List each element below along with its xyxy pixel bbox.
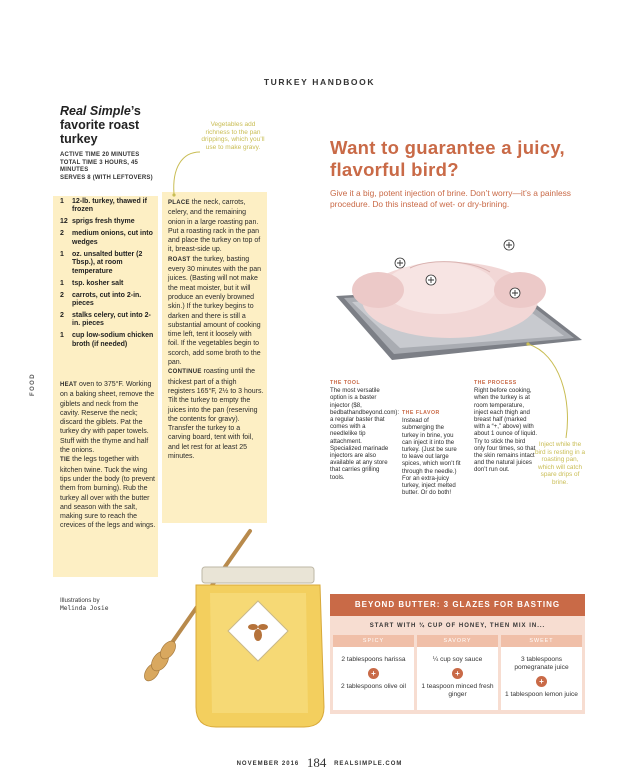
vegetable-note: Vegetables add richness to the pan drippings, which you’ll use to make gravy. xyxy=(201,121,265,151)
footer-issue: NOVEMBER 2016 xyxy=(236,761,300,767)
flavor-text: Instead of submerging the turkey in brine, you can inject it into the turkey. (Just be sure to leave out large spices, which won’t fit through the needle.) For an extra-juicy turkey, inject melted butter. Or do both! xyxy=(402,417,461,497)
ingredient-qty: 1 xyxy=(60,250,64,258)
ingredient-item xyxy=(60,198,155,215)
feature-headline: Want to guarantee a juicy, flavorful bird? xyxy=(330,137,565,180)
ingredient-qty: 2 xyxy=(60,230,64,238)
step-heat xyxy=(60,380,156,455)
total-time: TOTAL TIME 3 HOURS, 45 MINUTES xyxy=(60,159,139,173)
step-roast xyxy=(168,255,264,368)
glaze-column-spicy xyxy=(333,635,414,710)
serves: SERVES 8 (WITH LEFTOVERS) xyxy=(60,174,153,181)
page-number: 184 xyxy=(306,755,327,770)
ingredient-text: medium onions, cut into wedges xyxy=(72,230,153,246)
glaze-name: SAVORY xyxy=(417,635,498,647)
glazes-banner: BEYOND BUTTER: 3 GLAZES FOR BASTING xyxy=(330,594,585,616)
ingredient-item xyxy=(60,332,155,349)
feature-deck: Give it a big, potent injection of brine. Don’t worry—it’s a painless procedure. Do this instead of wet- or dry-brining. xyxy=(330,188,571,210)
steps-left xyxy=(60,380,156,531)
ingredient-item xyxy=(60,251,155,276)
step-lead: ROAST xyxy=(168,256,191,263)
inject-note-arrow xyxy=(520,340,580,440)
process-text: Right before cooking, when the turkey is at room temperature, inject each thigh and breast half (marked with a “+,” above) with about 1 ounce of liquid. Try to stick the bird only four times, so that the skin remains intact and the natural juices don’t run out. xyxy=(474,387,538,474)
honey-dipper xyxy=(141,638,178,683)
step-text: roasting until the thickest part of a thigh registers 165°F, 2½ to 3 hours. Tilt the turkey to empty the juices into the pan (reserving the contents for gravy). Transfer the turkey to a carving board, tent with foil, and let rest for at least 25 minutes. xyxy=(168,368,264,461)
recipe-meta xyxy=(60,152,160,182)
step-text: the neck, carrots, celery, and the remaining onion in a large roasting pan. Put a roasting rack in the pan and place the turkey on top of it, breast-side up. xyxy=(168,199,261,254)
ingredient-text: sprigs fresh thyme xyxy=(72,218,135,226)
step-lead: CONTINUE xyxy=(168,369,202,376)
glaze-first-ingredient: 2 tablespoons harissa xyxy=(341,656,406,663)
glaze-second-ingredient: 2 tablespoons olive oil xyxy=(341,683,406,690)
ingredient-qty: 1 xyxy=(60,198,64,205)
note-pointer-arrow xyxy=(160,140,210,200)
step-text: oven to 375°F. Working on a baking sheet, remove the giblets and neck from the cavity. Reserve the neck; discard the giblets. Pat the turkey dry with paper towels. Stuff with the thyme and half the onions. xyxy=(60,381,155,455)
step-text: the legs together with kitchen twine. Tuck the wing tips under the body (to prevent them from burning). Rub the turkey all over with the butter and season with the salt, making sure to reach the crevices of the legs and wings. xyxy=(60,456,156,530)
illustration-credit xyxy=(60,597,170,613)
glazes-subhead: START WITH ¾ CUP OF HONEY, THEN MIX IN... xyxy=(369,623,546,629)
step-continue xyxy=(168,367,264,461)
ingredient-qty: 12 xyxy=(60,218,68,226)
ingredient-item xyxy=(60,280,155,288)
recipe-title xyxy=(60,104,156,146)
ingredient-item xyxy=(60,312,155,329)
side-section-label: FOOD xyxy=(30,373,36,396)
step-place xyxy=(168,198,264,255)
ingredient-text: tsp. kosher salt xyxy=(72,279,124,287)
ingredient-list xyxy=(60,198,155,353)
glaze-second-ingredient: 1 teaspoon minced fresh ginger xyxy=(421,683,494,698)
glaze-column-sweet xyxy=(501,635,582,710)
step-lead: PLACE xyxy=(168,200,190,206)
step-text: the turkey, basting every 30 minutes with the pan juices. (Basting will not make the meat moister, but it will produce an evenly browned skin.) If the turkey begins to darken and there is still a substantial amount of cooking time left, tent it loosely with foil. If the vegetables begin to scorch, add some broth to the pan. xyxy=(168,255,261,367)
glaze-first-ingredient: ¼ cup soy sauce xyxy=(432,656,483,663)
inject-note: Inject while the bird is resting in a roasting pan, which will catch spare drips of brine. xyxy=(534,441,586,486)
ingredient-qty: 1 xyxy=(60,279,64,287)
glaze-second-ingredient: 1 tablespoon lemon juice xyxy=(505,691,578,698)
plus-icon: + xyxy=(368,668,379,679)
glaze-first-ingredient: 3 tablespoons pomegranate juice xyxy=(514,656,569,671)
tool-text: The most versatile option is a baster injector ($8, bedbathandbeyond.com): a regular baster that comes with a needlelike tip attachment. Specialized marinade injectors are also available at any store that carries grilling tools. xyxy=(330,387,400,481)
recipe-title-brand: Real Simple xyxy=(60,104,131,118)
ingredient-qty: 1 xyxy=(60,332,64,340)
step-lead: TIE xyxy=(60,457,71,464)
plus-icon: + xyxy=(536,676,547,687)
honey-jar-illustration xyxy=(130,527,330,742)
step-tie xyxy=(60,455,156,530)
page-footer xyxy=(0,755,639,771)
tool-label: THE TOOL xyxy=(330,380,361,386)
ingredient-text: stalks celery, cut into 2-in. pieces xyxy=(72,312,151,328)
step-lead: HEAT xyxy=(60,382,78,388)
glaze-name: SPICY xyxy=(333,635,414,647)
active-time: ACTIVE TIME 20 MINUTES xyxy=(60,152,140,158)
recipe-title-rest: ’s favorite roast turkey xyxy=(60,104,141,146)
ingredient-qty: 2 xyxy=(60,312,64,320)
glaze-name: SWEET xyxy=(501,635,582,647)
ingredient-text: 12-lb. turkey, thawed if frozen xyxy=(72,198,147,214)
section-header: TURKEY HANDBOOK xyxy=(263,77,376,87)
ingredient-text: carrots, cut into 2-in. pieces xyxy=(72,291,142,308)
flavor-column xyxy=(402,410,462,496)
tool-column xyxy=(330,380,400,481)
ingredient-qty: 2 xyxy=(60,291,64,299)
flavor-label: THE FLAVOR xyxy=(402,410,440,416)
footer-site: REALSIMPLE.COM xyxy=(334,761,403,767)
process-label: THE PROCESS xyxy=(474,380,517,386)
credit-label: Illustrations by xyxy=(60,597,100,604)
plus-icon: + xyxy=(452,668,463,679)
credit-name: Melinda Josie xyxy=(60,605,109,612)
ingredient-item xyxy=(60,218,155,226)
ingredient-text: cup low-sodium chicken broth (if needed) xyxy=(72,332,154,348)
ingredient-item xyxy=(60,230,155,247)
glaze-column-savory xyxy=(417,635,498,710)
ingredient-text: oz. unsalted butter (2 Tbsp.), at room temperature xyxy=(72,250,143,275)
ingredient-item xyxy=(60,292,155,309)
steps-middle xyxy=(168,198,264,461)
